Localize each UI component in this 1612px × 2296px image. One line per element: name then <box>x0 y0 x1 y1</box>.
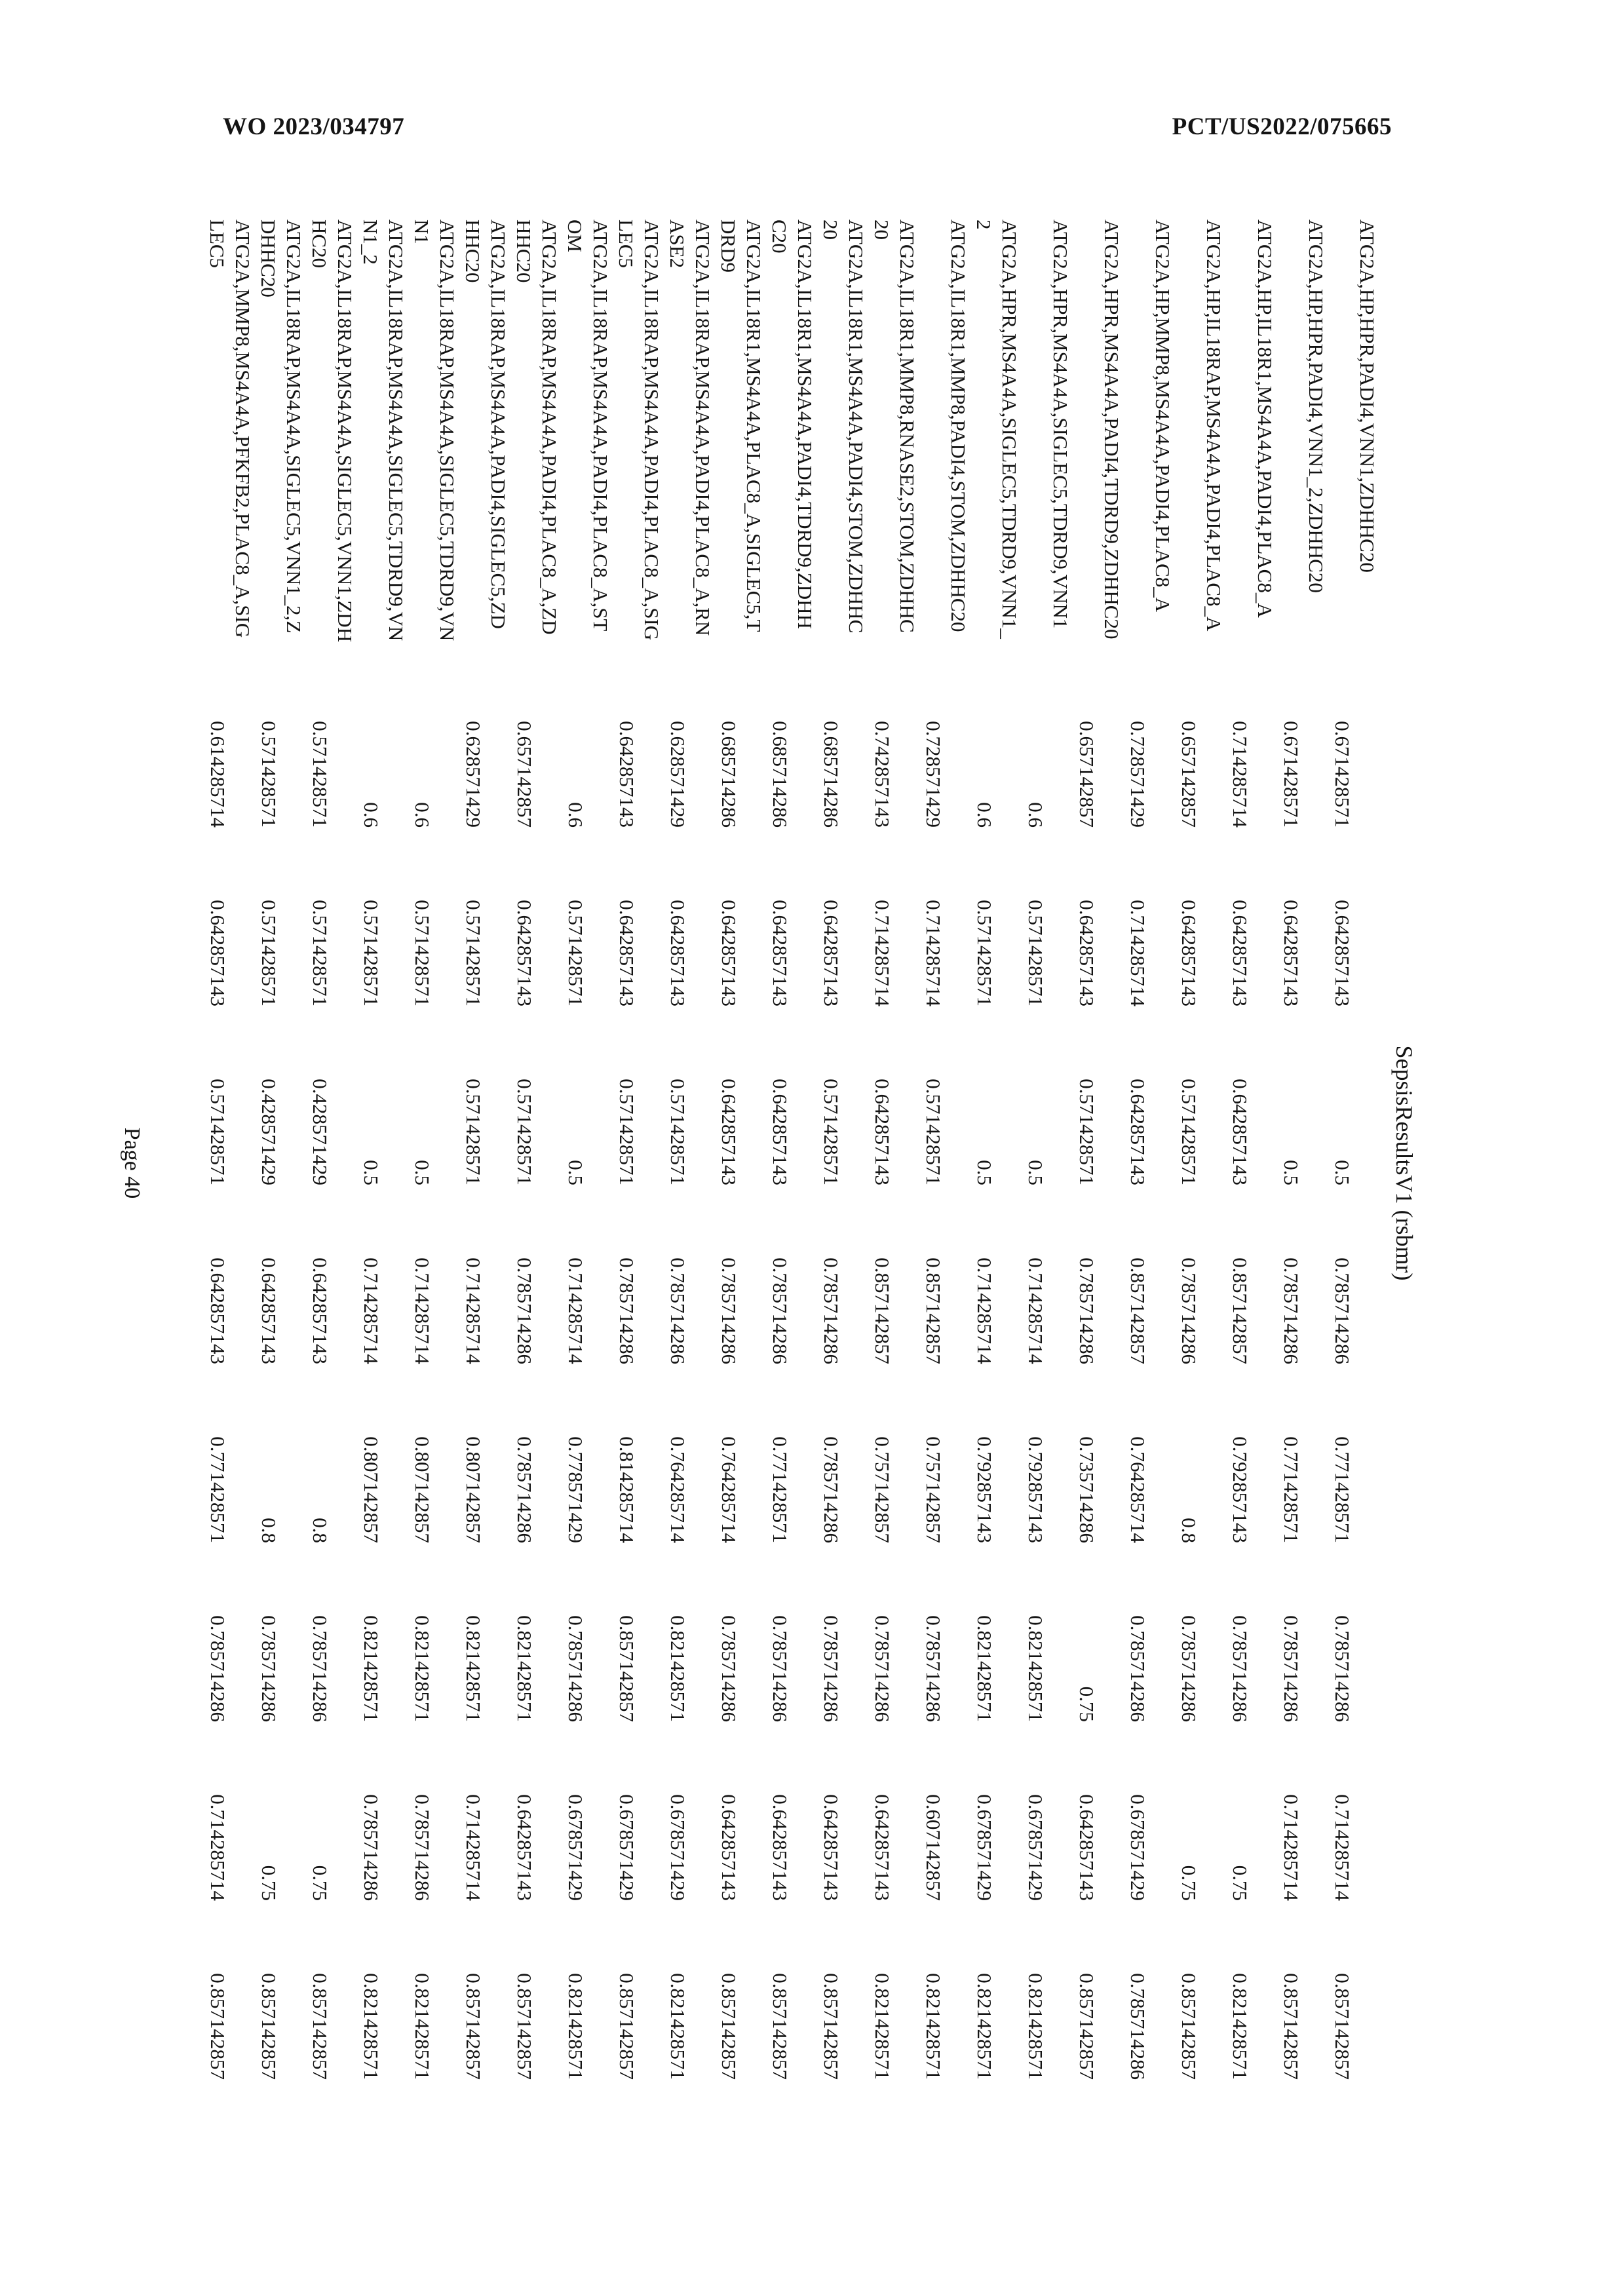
score-cell: 0.642857143 <box>666 900 689 1006</box>
table-row <box>562 220 613 2085</box>
score-cell: 0.642857143 <box>718 1079 740 1185</box>
score-cell: 0.728571429 <box>922 721 945 828</box>
score-cell: 0.857142857 <box>615 1615 638 1722</box>
score-cell: 0.571428571 <box>513 1079 536 1185</box>
score-cell: 0.642857143 <box>513 1794 536 1901</box>
score-cell: 0.642857143 <box>258 1257 280 1364</box>
score-cell: 0.642857143 <box>1075 900 1098 1006</box>
score-cell: 0.785714286 <box>820 1436 843 1543</box>
score-cell: 0.785714286 <box>1331 1615 1354 1722</box>
gene-set-cell: ATG2A,HP,HPR,PADI4,VNN1,ZDHHC20 <box>1356 220 1379 573</box>
score-cell: 0.792857143 <box>1024 1436 1047 1543</box>
score-cell: 0.571428571 <box>820 1079 843 1185</box>
score-cell: 0.642857143 <box>871 1079 894 1185</box>
score-cell: 0.714285714 <box>411 1257 434 1364</box>
gene-set-cell: ATG2A,IL18RAP,MS4A4A,SIGLEC5,TDRD9,VNN1 <box>410 220 459 641</box>
score-cell: 0.785714286 <box>1075 1257 1098 1364</box>
score-cell: 0.821428571 <box>411 1973 434 2080</box>
gene-set-cell: ATG2A,HPR,MS4A4A,SIGLEC5,TDRD9,VNN1 <box>1049 220 1072 629</box>
score-cell: 0.714285714 <box>564 1257 587 1364</box>
score-cell: 0.428571429 <box>258 1079 280 1185</box>
gene-set-cell: ATG2A,HPR,MS4A4A,SIGLEC5,TDRD9,VNN1_2 <box>972 220 1021 639</box>
score-cell: 0.857142857 <box>615 1973 638 2080</box>
score-cell: 0.571428571 <box>360 900 383 1006</box>
score-cell: 0.5 <box>973 1160 996 1185</box>
score-cell: 0.642857143 <box>1229 900 1252 1006</box>
score-cell: 0.857142857 <box>258 1973 280 2080</box>
score-cell: 0.785714286 <box>615 1257 638 1364</box>
score-cell: 0.785714286 <box>1126 1615 1149 1722</box>
score-cell: 0.821428571 <box>1024 1615 1047 1722</box>
score-cell: 0.678571429 <box>615 1794 638 1901</box>
score-cell: 0.642857143 <box>513 900 536 1006</box>
gene-set-cell: ATG2A,IL18R1,MS4A4A,PLAC8_A,SIGLEC5,TDRD9 <box>717 220 765 632</box>
score-cell: 0.821428571 <box>1229 1973 1252 2080</box>
score-cell: 0.714285714 <box>871 900 894 1006</box>
score-cell: 0.821428571 <box>564 1973 587 2080</box>
score-cell: 0.714285714 <box>462 1794 485 1901</box>
page-header <box>223 113 1392 141</box>
score-cell: 0.642857143 <box>1280 900 1303 1006</box>
score-cell: 0.642857143 <box>206 900 229 1006</box>
score-cell: 0.857142857 <box>922 1257 945 1364</box>
score-cell: 0.857142857 <box>513 1973 536 2080</box>
score-cell: 0.642857143 <box>1229 1079 1252 1185</box>
gene-set-cell: ATG2A,IL18RAP,MS4A4A,PADI4,PLAC8_A,RNASE2 <box>666 220 714 636</box>
score-cell: 0.75 <box>309 1865 332 1901</box>
score-cell: 0.807142857 <box>462 1436 485 1543</box>
results-table-body <box>204 220 1380 2085</box>
table-row <box>1176 220 1227 2085</box>
score-cell: 0.628571429 <box>666 721 689 828</box>
score-cell: 0.6 <box>411 802 434 828</box>
score-cell: 0.785714286 <box>513 1436 536 1543</box>
score-cell: 0.571428571 <box>666 1079 689 1185</box>
score-cell: 0.571428571 <box>258 900 280 1006</box>
gene-set-cell: ATG2A,IL18RAP,MS4A4A,PADI4,PLAC8_A,ZDHHC20 <box>512 220 561 635</box>
score-cell: 0.821428571 <box>411 1615 434 1722</box>
score-cell: 0.857142857 <box>820 1973 843 2080</box>
score-cell: 0.642857143 <box>206 1257 229 1364</box>
score-cell: 0.785714286 <box>666 1257 689 1364</box>
table-row <box>1073 220 1124 2085</box>
score-cell: 0.678571429 <box>1126 1794 1149 1901</box>
score-cell: 0.821428571 <box>871 1973 894 2080</box>
score-cell: 0.821428571 <box>973 1973 996 2080</box>
score-cell: 0.821428571 <box>360 1615 383 1722</box>
score-cell: 0.6 <box>564 802 587 828</box>
score-cell: 0.571428571 <box>258 721 280 828</box>
score-cell: 0.807142857 <box>360 1436 383 1543</box>
score-cell: 0.678571429 <box>973 1794 996 1901</box>
score-cell: 0.642857143 <box>718 1794 740 1901</box>
score-cell: 0.821428571 <box>360 1973 383 2080</box>
score-cell: 0.642857143 <box>1075 1794 1098 1901</box>
score-cell: 0.714285714 <box>360 1257 383 1364</box>
table-row <box>767 220 818 2085</box>
score-cell: 0.685714286 <box>769 721 792 828</box>
score-cell: 0.785714286 <box>1280 1615 1303 1722</box>
score-cell: 0.642857143 <box>1331 900 1354 1006</box>
score-cell: 0.857142857 <box>718 1973 740 2080</box>
score-cell: 0.857142857 <box>769 1973 792 2080</box>
score-cell: 0.571428571 <box>206 1079 229 1185</box>
score-cell: 0.678571429 <box>564 1794 587 1901</box>
gene-set-cell: ATG2A,HP,IL18RAP,MS4A4A,PADI4,PLAC8_A <box>1202 220 1225 632</box>
score-cell: 0.857142857 <box>1178 1973 1200 2080</box>
gene-set-cell: ATG2A,IL18RAP,MS4A4A,SIGLEC5,TDRD9,VNN1_2 <box>359 220 408 641</box>
score-cell: 0.785714286 <box>309 1615 332 1722</box>
score-cell: 0.785714286 <box>360 1794 383 1901</box>
score-cell: 0.571428571 <box>462 1079 485 1185</box>
score-cell: 0.642857143 <box>1126 1079 1149 1185</box>
score-cell: 0.714285714 <box>922 900 945 1006</box>
score-cell: 0.785714286 <box>258 1615 280 1722</box>
table-row <box>1022 220 1073 2085</box>
table-row <box>716 220 767 2085</box>
score-cell: 0.6 <box>1024 802 1047 828</box>
score-cell: 0.714285714 <box>1280 1794 1303 1901</box>
score-cell: 0.807142857 <box>411 1436 434 1543</box>
landscape-sheet <box>111 197 1422 2228</box>
score-cell: 0.571428571 <box>411 900 434 1006</box>
gene-set-cell: ATG2A,IL18R1,MS4A4A,PADI4,TDRD9,ZDHHC20 <box>768 220 816 629</box>
score-cell: 0.614285714 <box>206 721 229 828</box>
table-row <box>358 220 409 2085</box>
score-cell: 0.821428571 <box>666 1615 689 1722</box>
table-row <box>204 220 256 2085</box>
score-cell: 0.821428571 <box>1024 1973 1047 2080</box>
score-cell: 0.642857143 <box>820 1794 843 1901</box>
score-cell: 0.785714286 <box>564 1615 587 1722</box>
score-cell: 0.785714286 <box>820 1257 843 1364</box>
score-cell: 0.714285714 <box>1126 900 1149 1006</box>
score-cell: 0.814285714 <box>615 1436 638 1543</box>
table-row <box>1278 220 1329 2085</box>
score-cell: 0.857142857 <box>462 1973 485 2080</box>
score-cell: 0.771428571 <box>769 1436 792 1543</box>
score-cell: 0.642857143 <box>309 1257 332 1364</box>
gene-set-cell: ATG2A,IL18RAP,MS4A4A,PADI4,PLAC8_A,SIGLEC5 <box>615 220 663 641</box>
table-row <box>460 220 511 2085</box>
score-cell: 0.714285714 <box>206 1794 229 1901</box>
score-cell: 0.857142857 <box>871 1257 894 1364</box>
gene-set-cell: ATG2A,MMP8,MS4A4A,PFKFB2,PLAC8_A,SIGLEC5 <box>206 220 254 638</box>
table-row <box>256 220 307 2085</box>
score-cell: 0.5 <box>564 1160 587 1185</box>
table-row <box>869 220 920 2085</box>
score-cell: 0.785714286 <box>411 1794 434 1901</box>
score-cell: 0.785714286 <box>871 1615 894 1722</box>
results-table <box>204 220 1380 2085</box>
score-cell: 0.771428571 <box>206 1436 229 1543</box>
table-row <box>664 220 716 2085</box>
score-cell: 0.657142857 <box>1075 721 1098 828</box>
score-cell: 0.571428571 <box>564 900 587 1006</box>
score-cell: 0.757142857 <box>871 1436 894 1543</box>
score-cell: 0.764285714 <box>666 1436 689 1543</box>
rotated-landscape-stage <box>111 197 1422 2228</box>
score-cell: 0.785714286 <box>1178 1257 1200 1364</box>
score-cell: 0.571428571 <box>1075 1079 1098 1185</box>
score-cell: 0.714285714 <box>462 1257 485 1364</box>
gene-set-cell: ATG2A,HP,HPR,PADI4,VNN1_2,ZDHHC20 <box>1305 220 1328 593</box>
gene-set-cell: ATG2A,IL18RAP,MS4A4A,PADI4,PLAC8_A,STOM <box>564 220 612 632</box>
gene-set-cell: ATG2A,HPR,MS4A4A,PADI4,TDRD9,ZDHHC20 <box>1100 220 1123 640</box>
score-cell: 0.785714286 <box>1178 1615 1200 1722</box>
score-cell: 0.785714286 <box>922 1615 945 1722</box>
table-row <box>971 220 1022 2085</box>
score-cell: 0.5 <box>1024 1160 1047 1185</box>
score-cell: 0.642857143 <box>871 1794 894 1901</box>
score-cell: 0.8 <box>1178 1518 1200 1543</box>
score-cell: 0.657142857 <box>513 721 536 828</box>
score-cell: 0.642857143 <box>769 1794 792 1901</box>
table-row <box>1124 220 1176 2085</box>
score-cell: 0.657142857 <box>1178 721 1200 828</box>
score-cell: 0.571428571 <box>922 1079 945 1185</box>
score-cell: 0.642857143 <box>1178 900 1200 1006</box>
score-cell: 0.778571429 <box>564 1436 587 1543</box>
score-cell: 0.5 <box>1331 1160 1354 1185</box>
score-cell: 0.792857143 <box>973 1436 996 1543</box>
score-cell: 0.785714286 <box>769 1257 792 1364</box>
score-cell: 0.571428571 <box>973 900 996 1006</box>
score-cell: 0.571428571 <box>309 721 332 828</box>
score-cell: 0.571428571 <box>462 900 485 1006</box>
table-row <box>511 220 562 2085</box>
score-cell: 0.5 <box>360 1160 383 1185</box>
score-cell: 0.642857143 <box>769 900 792 1006</box>
score-cell: 0.742857143 <box>871 721 894 828</box>
score-cell: 0.685714286 <box>820 721 843 828</box>
score-cell: 0.75 <box>1178 1865 1200 1901</box>
score-cell: 0.857142857 <box>206 1973 229 2080</box>
score-cell: 0.678571429 <box>666 1794 689 1901</box>
score-cell: 0.75 <box>1075 1686 1098 1722</box>
score-cell: 0.671428571 <box>1331 721 1354 828</box>
score-cell: 0.857142857 <box>309 1973 332 2080</box>
score-cell: 0.785714286 <box>718 1615 740 1722</box>
score-cell: 0.821428571 <box>513 1615 536 1722</box>
page-number: Page 40 <box>120 1127 144 1199</box>
score-cell: 0.685714286 <box>718 721 740 828</box>
score-cell: 0.5 <box>1280 1160 1303 1185</box>
score-cell: 0.628571429 <box>462 721 485 828</box>
score-cell: 0.857142857 <box>1075 1973 1098 2080</box>
score-cell: 0.785714286 <box>1126 1973 1149 2080</box>
score-cell: 0.785714286 <box>769 1615 792 1722</box>
score-cell: 0.785714286 <box>718 1257 740 1364</box>
score-cell: 0.6 <box>360 802 383 828</box>
score-cell: 0.678571429 <box>1024 1794 1047 1901</box>
score-cell: 0.714285714 <box>1331 1794 1354 1901</box>
score-cell: 0.821428571 <box>973 1615 996 1722</box>
gene-set-cell: ATG2A,IL18R1,MS4A4A,PADI4,STOM,ZDHHC20 <box>819 220 868 634</box>
gene-set-cell: ATG2A,IL18R1,MMP8,PADI4,STOM,ZDHHC20 <box>947 220 970 632</box>
publication-number: WO 2023/034797 <box>223 113 405 140</box>
score-cell: 0.728571429 <box>1126 721 1149 828</box>
score-cell: 0.857142857 <box>1331 1973 1354 2080</box>
score-cell: 0.642857143 <box>718 900 740 1006</box>
score-cell: 0.821428571 <box>922 1973 945 2080</box>
score-cell: 0.785714286 <box>1331 1257 1354 1364</box>
table-row <box>613 220 664 2085</box>
table-row <box>1227 220 1278 2085</box>
score-cell: 0.857142857 <box>1280 1973 1303 2080</box>
score-cell: 0.821428571 <box>666 1973 689 2080</box>
gene-set-cell: ATG2A,HP,IL18R1,MS4A4A,PADI4,PLAC8_A <box>1254 220 1276 618</box>
score-cell: 0.764285714 <box>718 1436 740 1543</box>
score-cell: 0.642857143 <box>615 721 638 828</box>
table-row <box>818 220 869 2085</box>
score-cell: 0.785714286 <box>1229 1615 1252 1722</box>
score-cell: 0.75 <box>1229 1865 1252 1901</box>
score-cell: 0.571428571 <box>1024 900 1047 1006</box>
score-cell: 0.857142857 <box>1229 1257 1252 1364</box>
score-cell: 0.735714286 <box>1075 1436 1098 1543</box>
score-cell: 0.771428571 <box>1280 1436 1303 1543</box>
gene-set-cell: ATG2A,IL18R1,MMP8,RNASE2,STOM,ZDHHC20 <box>870 220 919 633</box>
score-cell: 0.671428571 <box>1280 721 1303 828</box>
table-title: SepsisResultsV1 (rsbmr) <box>1391 1045 1417 1281</box>
score-cell: 0.714285714 <box>1229 721 1252 828</box>
table-row <box>307 220 358 2085</box>
score-cell: 0.6 <box>973 802 996 828</box>
score-cell: 0.571428571 <box>615 1079 638 1185</box>
score-cell: 0.642857143 <box>615 900 638 1006</box>
score-cell: 0.785714286 <box>1280 1257 1303 1364</box>
score-cell: 0.792857143 <box>1229 1436 1252 1543</box>
score-cell: 0.785714286 <box>513 1257 536 1364</box>
score-cell: 0.785714286 <box>206 1615 229 1722</box>
score-cell: 0.75 <box>258 1865 280 1901</box>
table-row <box>1329 220 1380 2085</box>
score-cell: 0.428571429 <box>309 1079 332 1185</box>
score-cell: 0.8 <box>258 1518 280 1543</box>
score-cell: 0.5 <box>411 1160 434 1185</box>
score-cell: 0.642857143 <box>820 900 843 1006</box>
table-row <box>920 220 971 2085</box>
score-cell: 0.571428571 <box>309 900 332 1006</box>
gene-set-cell: ATG2A,IL18RAP,MS4A4A,SIGLEC5,VNN1_2,ZDHHC20 <box>257 220 305 634</box>
score-cell: 0.757142857 <box>922 1436 945 1543</box>
gene-set-cell: ATG2A,IL18RAP,MS4A4A,SIGLEC5,VNN1,ZDHHC20 <box>308 220 356 642</box>
score-cell: 0.821428571 <box>462 1615 485 1722</box>
table-row <box>409 220 460 2085</box>
score-cell: 0.571428571 <box>1178 1079 1200 1185</box>
application-number: PCT/US2022/075665 <box>1172 113 1392 140</box>
score-cell: 0.642857143 <box>769 1079 792 1185</box>
score-cell: 0.8 <box>309 1518 332 1543</box>
gene-set-cell: ATG2A,HP,MMP8,MS4A4A,PADI4,PLAC8_A <box>1151 220 1174 613</box>
score-cell: 0.607142857 <box>922 1794 945 1901</box>
gene-set-cell: ATG2A,IL18RAP,MS4A4A,PADI4,SIGLEC5,ZDHHC20 <box>461 220 510 629</box>
score-cell: 0.764285714 <box>1126 1436 1149 1543</box>
score-cell: 0.785714286 <box>820 1615 843 1722</box>
score-cell: 0.714285714 <box>1024 1257 1047 1364</box>
score-cell: 0.714285714 <box>973 1257 996 1364</box>
score-cell: 0.771428571 <box>1331 1436 1354 1543</box>
score-cell: 0.857142857 <box>1126 1257 1149 1364</box>
